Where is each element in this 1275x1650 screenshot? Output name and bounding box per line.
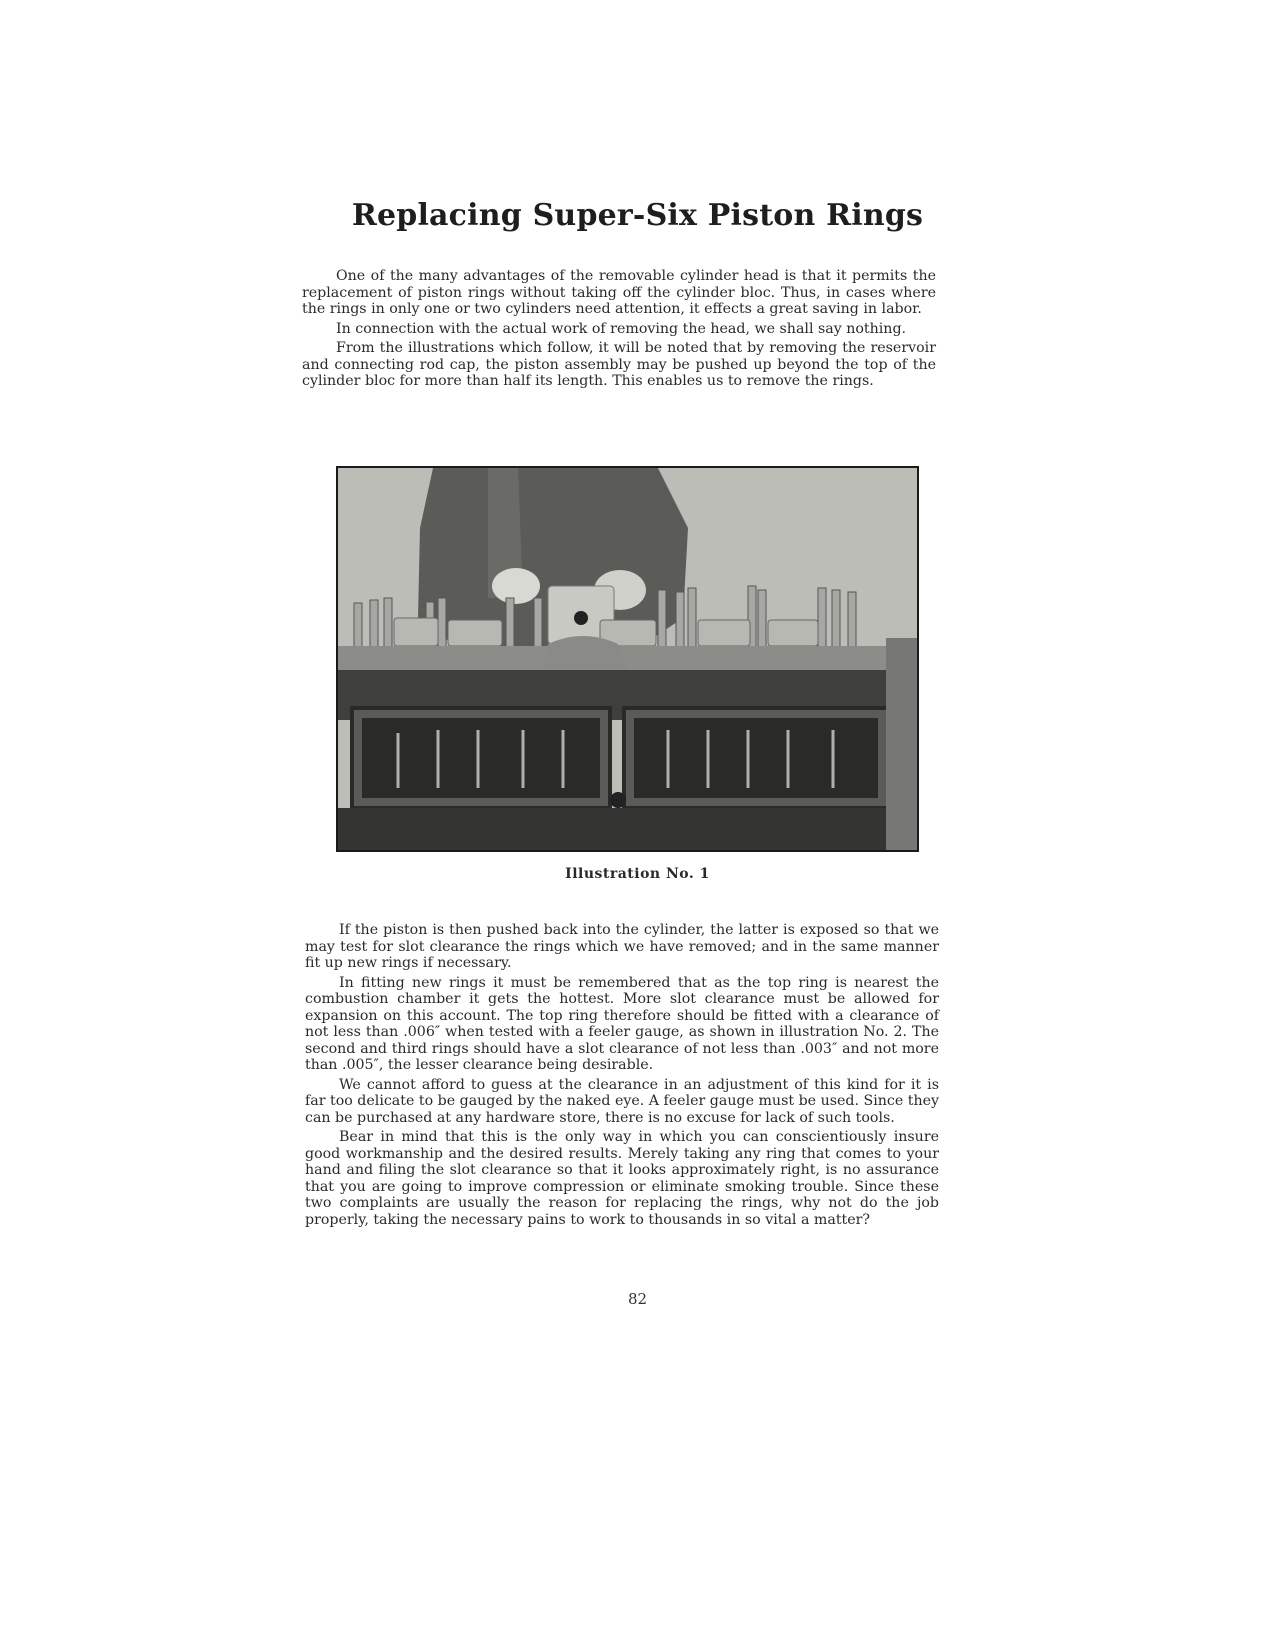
body-text (305, 922, 939, 1231)
page-title: Replacing Super-Six Piston Rings (351, 198, 924, 233)
paragraph: From the illustrations which follow, it will be noted that by removing the reservoir and connecting rod cap, the piston assembly may be pushed up beyond the top of the cylinder bloc for more than half its length. This enables us to remove the rings. (302, 340, 936, 389)
intro-text (302, 268, 936, 393)
page-number: 82 (627, 1290, 648, 1308)
paragraph: One of the many advantages of the removable cylinder head is that it permits the replacement of piston rings without taking off the cylinder bloc. Thus, in cases where the rings in only one or two cylinders need attention, it effects a great saving in labor. (302, 268, 936, 317)
paragraph: In fitting new rings it must be remembered that as the top ring is nearest the combustion chamber it gets the hottest. More slot clearance must be allowed for expansion on this account. The top ring therefore should be fitted with a clearance of not less than .006″ when tested with a feeler gauge, as shown in illustration No. 2. The second and third rings should have a slot clearance of not less than .003″ and not more than .005″, the lesser clearance being desirable. (305, 974, 939, 1073)
paragraph: In connection with the actual work of removing the head, we shall say nothing. (336, 320, 907, 337)
paragraph: We cannot afford to guess at the clearance in an adjustment of this kind for it is far too delicate to be gauged by the naked eye. A feeler gauge must be used. Since they can be purchased at any hardware store, there is no excuse for lack of such tools. (305, 1076, 939, 1126)
paragraph: If the piston is then pushed back into the cylinder, the latter is exposed so that we may test for slot clearance the rings which we have removed; and in the same manner fit up new rings if necessary. (305, 922, 939, 971)
paragraph: Bear in mind that this is the only way in which you can conscientiously insure good workmanship and the desired results. Merely taking any ring that comes to your hand and filing the slot clearance so that it looks approximately right, is no assurance that you are going to improve compression or eliminate smoking trouble. Since these two complaints are usually the reason for replacing the rings, why not do the job properly, taking the necessary pains to work to thousands in so vital a matter? (305, 1129, 939, 1228)
figure-caption: Illustration No. 1 (565, 866, 710, 882)
engine-photo (336, 466, 919, 852)
